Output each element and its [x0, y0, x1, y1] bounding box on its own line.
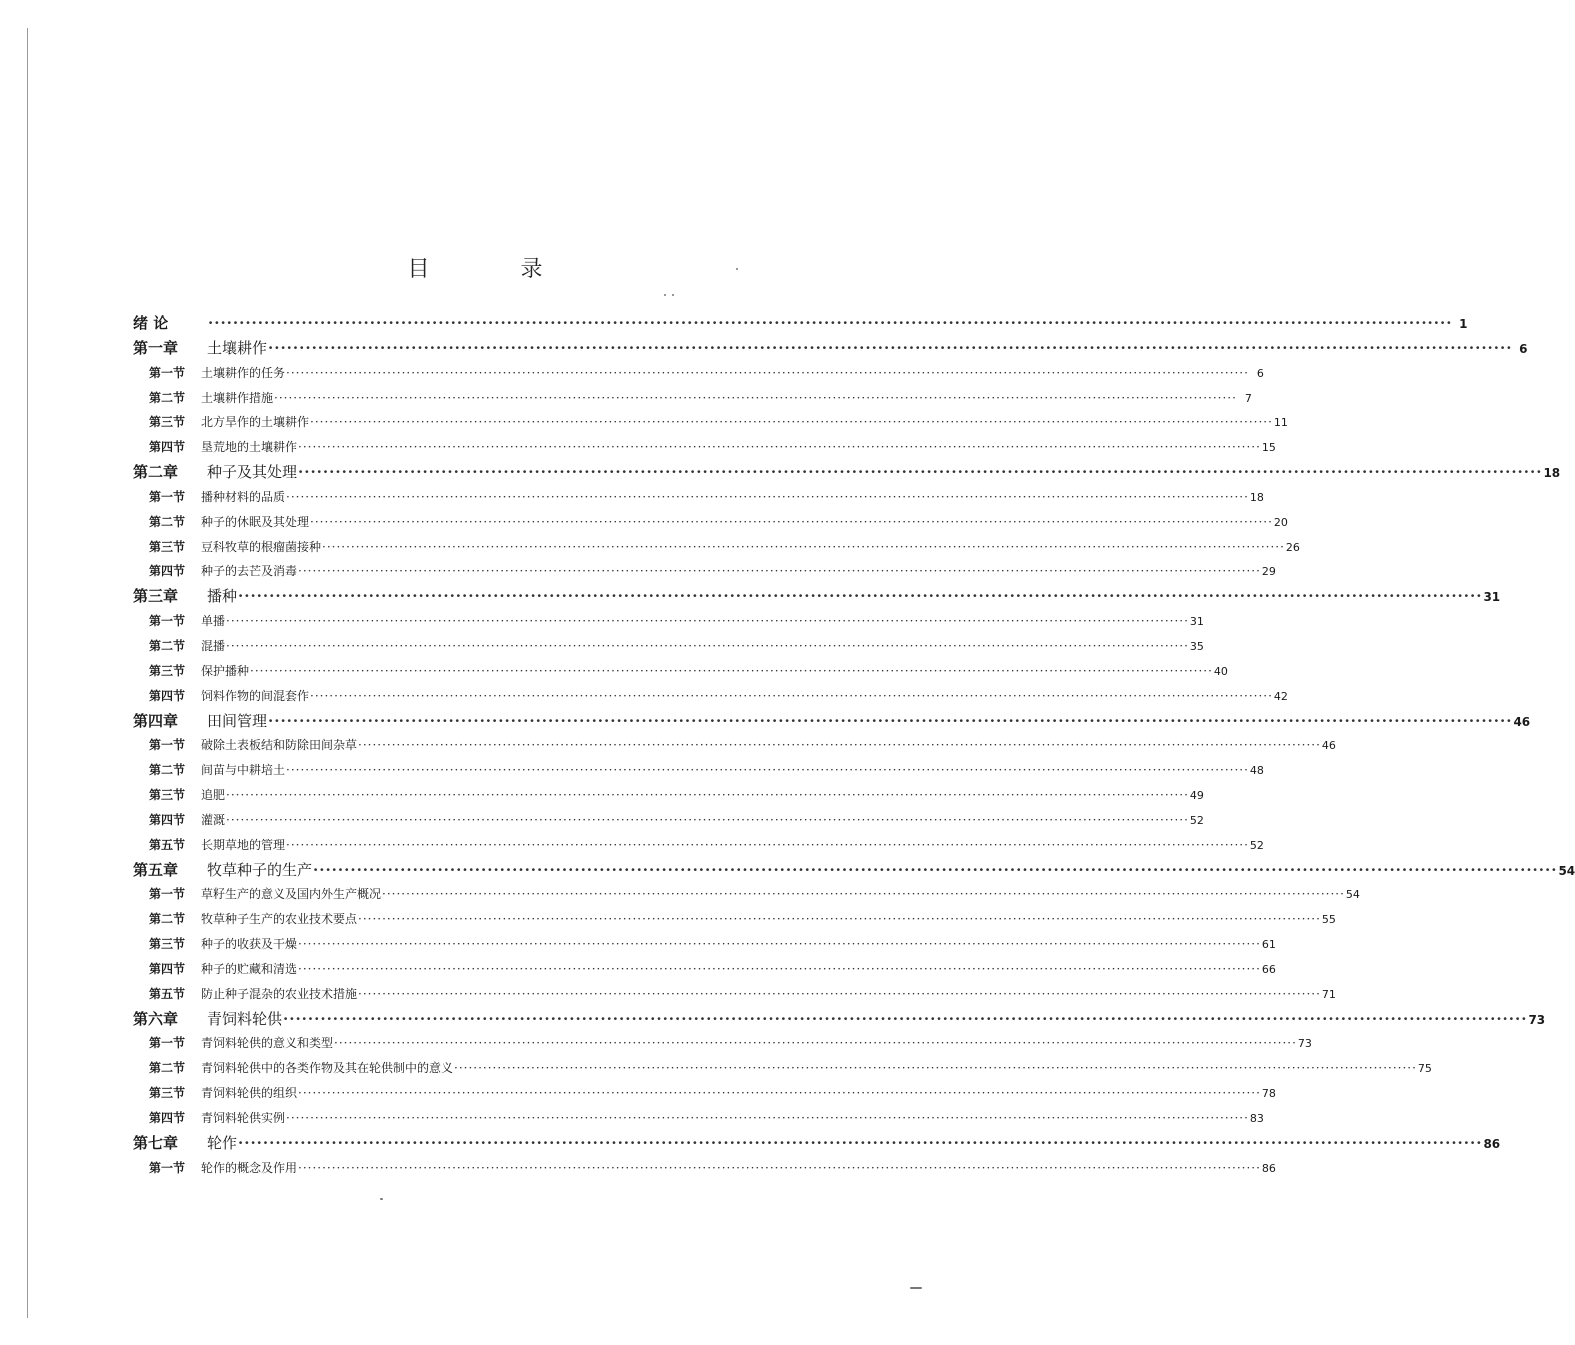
toc-entry-title: 青饲料轮供中的各类作物及其在轮供制中的意义	[201, 1061, 454, 1076]
toc-entry-title: 田间管理	[207, 711, 268, 730]
toc-entry-title: 混播	[201, 638, 226, 653]
toc-leader-dots: ········································································································································································································	[268, 338, 1513, 357]
toc-leader-dots: ········································································································································································································	[238, 587, 1483, 606]
toc-page-number: 52	[1189, 813, 1204, 827]
toc-leader-dots: ········································································································································································································	[298, 961, 1261, 976]
toc-chapter-row	[133, 1007, 1546, 1032]
toc-entry-number: 第二节	[149, 763, 186, 778]
toc-chapter-row	[133, 311, 1468, 336]
toc-leader-dots: ········································································································································································································	[226, 812, 1189, 827]
toc-chapter-row	[133, 1131, 1501, 1156]
toc-page-number: 78	[1261, 1087, 1276, 1101]
toc-chapter-row	[133, 584, 1501, 609]
toc-entry-title: 青饲料轮供的组织	[201, 1086, 298, 1101]
toc-page-number: 54	[1345, 888, 1360, 902]
toc-entry-title: 青饲料轮供实例	[201, 1111, 286, 1125]
toc-section-row	[133, 361, 1264, 386]
toc-leader-dots: ········································································································································································································	[334, 1036, 1297, 1051]
toc-entry-title: 草籽生产的意义及国内外生产概况	[201, 887, 382, 902]
toc-section-row	[133, 833, 1264, 858]
toc-leader-dots: ········································································································································································································	[322, 539, 1285, 554]
toc-section-row	[133, 559, 1276, 584]
toc-page-number: 26	[1285, 540, 1300, 554]
toc-entry-title: 土壤耕作措施	[201, 390, 274, 405]
toc-entry-title: 青饲料轮供	[207, 1009, 283, 1028]
toc-entry-title: 牧草种子生产的农业技术要点	[201, 912, 358, 927]
toc-entry-number: 第三节	[149, 663, 186, 678]
toc-entry-number: 第七章	[133, 1133, 179, 1152]
toc-leader-dots: ········································································································································································································	[286, 1111, 1249, 1125]
toc-entry-number: 第五节	[149, 837, 186, 852]
toc-entry-number: 第四节	[149, 961, 186, 976]
scan-speck	[736, 268, 738, 270]
toc-leader-dots: ········································································································································································································	[286, 837, 1249, 852]
toc-page-number: 6	[1519, 341, 1528, 356]
table-of-contents	[133, 311, 1575, 1181]
toc-chapter-row	[133, 460, 1561, 485]
toc-leader-dots: ········································································································································································································	[274, 390, 1237, 405]
toc-entry-number: 第一节	[149, 1036, 186, 1051]
toc-leader-dots: ········································································································································································································	[238, 1133, 1483, 1152]
toc-leader-dots: ········································································································································································································	[298, 564, 1261, 579]
toc-entry-number: 第五节	[149, 986, 186, 1001]
toc-section-row	[133, 808, 1204, 833]
toc-entry-number: 第四节	[149, 1111, 186, 1125]
toc-entry-number: 第四节	[149, 564, 186, 579]
toc-entry-title: 饲料作物的间混套作	[201, 688, 310, 703]
toc-entry-title: 长期草地的管理	[201, 837, 286, 852]
toc-entry-number: 第一章	[133, 338, 179, 357]
toc-entry-number: 第五章	[133, 860, 179, 879]
toc-page-number: 61	[1261, 938, 1276, 952]
toc-leader-dots: ········································································································································································································	[226, 788, 1189, 803]
toc-entry-number: 第三节	[149, 937, 186, 952]
toc-page-number: 54	[1558, 863, 1575, 878]
toc-page-number: 46	[1321, 739, 1336, 753]
toc-page-number: 86	[1483, 1136, 1501, 1151]
toc-page-number: 66	[1261, 962, 1276, 976]
toc-leader-dots: ········································································································································································································	[358, 912, 1321, 927]
toc-page-number: 31	[1483, 590, 1501, 605]
toc-entry-title: 种子的去芒及消毒	[201, 564, 298, 579]
toc-chapter-row	[133, 336, 1528, 361]
toc-leader-dots: ········································································································································································································	[313, 860, 1558, 879]
scan-speck	[664, 294, 666, 296]
toc-entry-title: 牧草种子的生产	[207, 860, 313, 879]
toc-leader-dots: ········································································································································································································	[298, 463, 1543, 482]
toc-leader-dots: ········································································································································································································	[358, 986, 1321, 1001]
toc-entry-title: 追肥	[201, 788, 226, 803]
toc-page-number: 18	[1543, 466, 1561, 481]
toc-entry-title: 种子的休眠及其处理	[201, 514, 310, 529]
toc-entry-number: 第四节	[149, 440, 186, 455]
toc-entry-number: 第三节	[149, 415, 186, 430]
toc-section-row	[133, 1106, 1264, 1131]
scan-speck	[380, 1198, 383, 1200]
toc-entry-title: 播种	[207, 587, 238, 606]
toc-entry-title: 破除土表板结和防除田间杂草	[201, 738, 358, 753]
toc-entry-number: 第一节	[149, 887, 186, 902]
toc-entry-title: 青饲料轮供的意义和类型	[201, 1036, 334, 1051]
toc-entry-title: 种子及其处理	[207, 463, 298, 482]
toc-page-number: 18	[1249, 490, 1264, 504]
toc-entry-title: 土壤耕作的任务	[201, 365, 286, 380]
toc-page-number: 73	[1297, 1037, 1312, 1051]
toc-section-row	[133, 386, 1252, 411]
toc-leader-dots: ········································································································································································································	[382, 887, 1345, 902]
scan-speck	[672, 294, 674, 296]
toc-page-number: 55	[1321, 913, 1336, 927]
toc-leader-dots: ········································································································································································································	[298, 1086, 1261, 1101]
toc-page-number: 31	[1189, 615, 1204, 629]
toc-leader-dots: ········································································································································································································	[208, 314, 1453, 332]
toc-leader-dots: ········································································································································································································	[454, 1061, 1417, 1076]
toc-entry-title: 北方旱作的土壤耕作	[201, 415, 310, 430]
toc-entry-number: 第二节	[149, 638, 186, 653]
toc-page-number: 71	[1321, 987, 1336, 1001]
toc-page-number: 48	[1249, 764, 1264, 778]
toc-entry-number: 第三章	[133, 587, 179, 606]
toc-page-number: 40	[1213, 664, 1228, 678]
toc-leader-dots: ········································································································································································································	[226, 638, 1189, 653]
toc-leader-dots: ········································································································································································································	[310, 514, 1273, 529]
toc-section-row	[133, 1156, 1276, 1181]
toc-leader-dots: ········································································································································································································	[310, 415, 1273, 430]
toc-entry-number: 第二节	[149, 1061, 186, 1076]
toc-section-row	[133, 410, 1288, 435]
toc-leader-dots: ········································································································································································································	[283, 1009, 1528, 1028]
toc-entry-title: 单播	[201, 614, 226, 629]
toc-leader-dots: ········································································································································································································	[268, 711, 1513, 730]
toc-entry-number: 第一节	[149, 614, 186, 629]
toc-entry-title: 播种材料的品质	[201, 489, 286, 504]
toc-leader-dots: ········································································································································································································	[226, 614, 1189, 629]
toc-page-number: 46	[1513, 714, 1531, 729]
toc-entry-number: 第四节	[149, 688, 186, 703]
toc-chapter-row	[133, 709, 1531, 734]
toc-page-number: 52	[1249, 838, 1264, 852]
toc-page-number: 6	[1256, 366, 1264, 380]
toc-page-number: 7	[1244, 391, 1252, 405]
toc-section-row	[133, 1031, 1312, 1056]
toc-page-number: 15	[1261, 441, 1276, 455]
toc-page-number: 83	[1249, 1112, 1264, 1125]
toc-leader-dots: ········································································································································································································	[298, 937, 1261, 952]
toc-entry-title: 防止种子混杂的农业技术措施	[201, 986, 358, 1001]
toc-entry-title: 土壤耕作	[207, 338, 268, 357]
toc-entry-number: 第二节	[149, 390, 186, 405]
toc-entry-number: 第三节	[149, 1086, 186, 1101]
toc-section-row	[133, 659, 1228, 684]
toc-section-row	[133, 510, 1288, 535]
toc-entry-number: 第四章	[133, 711, 179, 730]
toc-section-row	[133, 783, 1204, 808]
toc-section-row	[133, 982, 1336, 1007]
scan-speck	[910, 1287, 922, 1289]
toc-entry-title: 垦荒地的土壤耕作	[201, 440, 298, 455]
toc-section-row	[133, 907, 1336, 932]
toc-section-row	[133, 435, 1276, 460]
toc-leader-dots: ········································································································································································································	[298, 440, 1261, 455]
toc-entry-number: 第二节	[149, 912, 186, 927]
toc-section-row	[133, 634, 1204, 659]
page-binding-edge	[27, 28, 28, 1318]
toc-section-row	[133, 684, 1288, 709]
toc-leader-dots: ········································································································································································································	[310, 688, 1273, 703]
toc-page-number: 29	[1261, 565, 1276, 579]
toc-page-number: 1	[1459, 317, 1468, 331]
toc-entry-title: 种子的贮藏和清选	[201, 961, 298, 976]
toc-entry-number: 第四节	[149, 812, 186, 827]
toc-page-number: 86	[1261, 1161, 1276, 1175]
toc-leader-dots: ········································································································································································································	[286, 763, 1249, 778]
toc-entry-title: 豆科牧草的根瘤菌接种	[201, 539, 322, 554]
toc-leader-dots: ········································································································································································································	[250, 663, 1213, 678]
toc-entry-title: 保护播种	[201, 663, 250, 678]
toc-leader-dots: ········································································································································································································	[286, 489, 1249, 504]
toc-page-number: 35	[1189, 639, 1204, 653]
toc-entry-number: 第一节	[149, 365, 186, 380]
toc-entry-title: 种子的收获及干燥	[201, 937, 298, 952]
toc-entry-number: 第一节	[149, 489, 186, 504]
toc-section-row	[133, 485, 1264, 510]
toc-entry-title: 灌溉	[201, 812, 226, 827]
page-title: 目 录	[407, 257, 585, 282]
toc-section-row	[133, 932, 1276, 957]
toc-section-row	[133, 758, 1264, 783]
toc-page-number: 49	[1189, 789, 1204, 803]
toc-page-number: 20	[1273, 515, 1288, 529]
toc-section-row	[133, 882, 1360, 907]
toc-page-number: 42	[1273, 689, 1288, 703]
toc-leader-dots: ········································································································································································································	[286, 365, 1249, 380]
toc-section-row	[133, 1056, 1432, 1081]
toc-leader-dots: ········································································································································································································	[358, 738, 1321, 753]
toc-entry-title: 间苗与中耕培土	[201, 763, 286, 778]
toc-section-row	[133, 733, 1336, 758]
toc-entry-number: 第一节	[149, 1160, 186, 1175]
toc-entry-number: 第二节	[149, 514, 186, 529]
toc-page-number: 73	[1528, 1012, 1546, 1027]
toc-entry-number: 绪 论	[133, 314, 169, 332]
toc-section-row	[133, 957, 1276, 982]
toc-entry-title: 轮作	[207, 1133, 238, 1152]
toc-chapter-row	[133, 858, 1575, 883]
toc-section-row	[133, 535, 1300, 560]
toc-entry-number: 第一节	[149, 738, 186, 753]
toc-page-number: 75	[1417, 1062, 1432, 1076]
toc-section-row	[133, 1081, 1276, 1106]
toc-entry-number: 第三节	[149, 788, 186, 803]
toc-page-number: 11	[1273, 416, 1288, 430]
toc-entry-number: 第二章	[133, 463, 179, 482]
toc-section-row	[133, 609, 1204, 634]
toc-entry-number: 第三节	[149, 539, 186, 554]
toc-leader-dots: ········································································································································································································	[298, 1160, 1261, 1175]
toc-entry-title: 轮作的概念及作用	[201, 1160, 298, 1175]
toc-entry-number: 第六章	[133, 1009, 179, 1028]
